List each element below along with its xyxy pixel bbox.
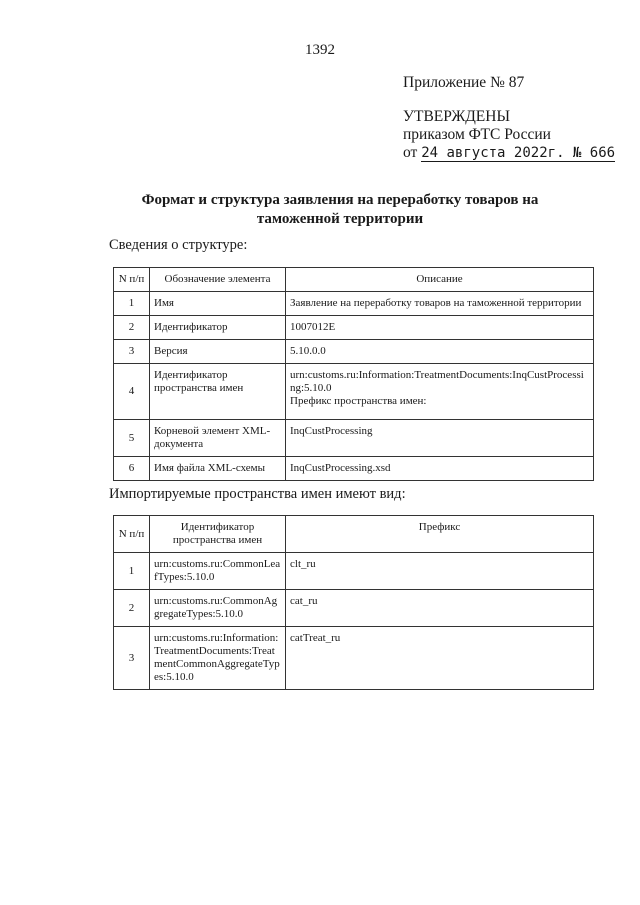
- row-identifier: urn:customs.ru:Information:TreatmentDocuments:TreatmentCommonAggregateTypes:5.10.0: [150, 627, 286, 690]
- namespace-prefix-label: Префикс пространства имен:: [290, 395, 427, 407]
- table-header-row: [114, 516, 594, 553]
- row-identifier: urn:customs.ru:CommonLeafTypes:5.10.0: [150, 553, 286, 590]
- row-element: Идентификатор пространства имен: [150, 364, 286, 420]
- page-number: 1392: [305, 42, 335, 58]
- table-row: [114, 364, 594, 420]
- row-number: 3: [114, 627, 150, 690]
- row-element: Имя файла XML-схемы: [150, 457, 286, 481]
- table-row: [114, 420, 594, 457]
- row-identifier: urn:customs.ru:CommonAggregateTypes:5.10.0: [150, 590, 286, 627]
- approved-date-line: [403, 144, 615, 162]
- structure-table: [113, 267, 594, 481]
- header-number: N п/п: [114, 516, 150, 553]
- row-description: InqCustProcessing.xsd: [286, 457, 594, 481]
- appendix-label: Приложение № 87: [403, 74, 525, 91]
- row-number: 2: [114, 316, 150, 340]
- table-row: [114, 292, 594, 316]
- table-row: [114, 457, 594, 481]
- row-element: Корневой элемент XML-документа: [150, 420, 286, 457]
- header-description: Описание: [286, 268, 594, 292]
- header-identifier: Идентификатор пространства имен: [150, 516, 286, 553]
- namespace-urn: urn:customs.ru:Information:TreatmentDocuments:InqCustProcessing:5.10.0: [290, 369, 584, 394]
- header-number: N п/п: [114, 268, 150, 292]
- row-number: 5: [114, 420, 150, 457]
- table-row: [114, 553, 594, 590]
- row-number: 1: [114, 292, 150, 316]
- table-row: [114, 590, 594, 627]
- row-prefix: cat_ru: [286, 590, 594, 627]
- row-prefix: clt_ru: [286, 553, 594, 590]
- table-row: [114, 340, 594, 364]
- row-description: InqCustProcessing: [286, 420, 594, 457]
- row-element: Идентификатор: [150, 316, 286, 340]
- approval-block: [403, 108, 615, 162]
- row-number: 4: [114, 364, 150, 420]
- row-number: 2: [114, 590, 150, 627]
- approved-date-stamp: 24 августа 2022г. № 666: [421, 145, 616, 161]
- namespaces-heading: Импортируемые пространства имен имеют вид:: [109, 486, 406, 502]
- row-element: Имя: [150, 292, 286, 316]
- table-row: [114, 316, 594, 340]
- table-row: [114, 627, 594, 690]
- approved-order: приказом ФТС России: [403, 126, 551, 143]
- row-number: 1: [114, 553, 150, 590]
- row-description: 1007012E: [286, 316, 594, 340]
- document-title: Формат и структура заявления на переработку товаров на таможенной территории: [141, 192, 539, 227]
- row-number: 6: [114, 457, 150, 481]
- structure-heading: Сведения о структуре:: [109, 237, 248, 253]
- row-description: [286, 364, 594, 420]
- row-element: Версия: [150, 340, 286, 364]
- row-prefix: catTreat_ru: [286, 627, 594, 690]
- table-header-row: [114, 268, 594, 292]
- approved-date-prefix: от: [403, 144, 418, 161]
- row-description: 5.10.0.0: [286, 340, 594, 364]
- header-prefix: Префикс: [286, 516, 594, 553]
- row-number: 3: [114, 340, 150, 364]
- namespaces-table: [113, 515, 594, 690]
- row-description: Заявление на переработку товаров на таможенной территории: [286, 292, 594, 316]
- header-element: Обозначение элемента: [150, 268, 286, 292]
- approved-title: УТВЕРЖДЕНЫ: [403, 108, 510, 125]
